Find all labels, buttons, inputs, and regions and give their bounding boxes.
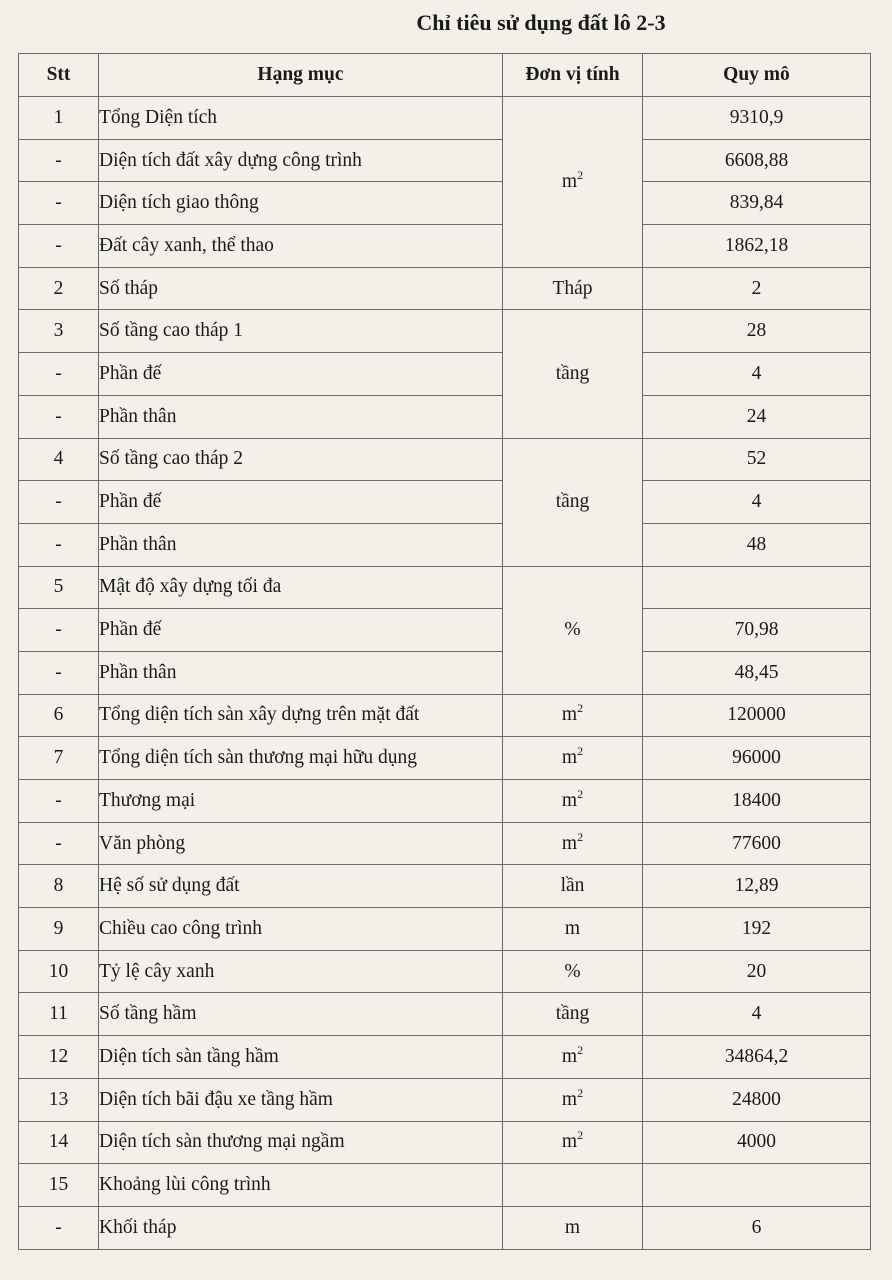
row-stt: 2 [19, 267, 99, 310]
unit-superscript: 2 [577, 701, 584, 716]
row-stt: - [19, 780, 99, 823]
table-row [19, 780, 871, 823]
table-row [19, 97, 871, 140]
row-stt: - [19, 353, 99, 396]
row-unit [503, 1036, 643, 1079]
row-value: 77600 [643, 822, 871, 865]
table-row [19, 822, 871, 865]
row-unit: lần [503, 865, 643, 908]
row-item: Số tháp [99, 267, 503, 310]
row-value: 96000 [643, 737, 871, 780]
row-item: Phần thân [99, 651, 503, 694]
table-row [19, 950, 871, 993]
table-row [19, 310, 871, 353]
row-stt: - [19, 822, 99, 865]
row-unit: % [503, 566, 643, 694]
table-header-row [19, 54, 871, 97]
row-value: 28 [643, 310, 871, 353]
row-stt: 1 [19, 97, 99, 140]
table-row [19, 523, 871, 566]
row-value: 192 [643, 908, 871, 951]
land-use-table [18, 53, 871, 1250]
row-stt: 13 [19, 1078, 99, 1121]
row-item: Văn phòng [99, 822, 503, 865]
row-value: 24 [643, 395, 871, 438]
unit-text: m [561, 789, 578, 811]
row-stt: - [19, 225, 99, 268]
row-item: Chiều cao công trình [99, 908, 503, 951]
row-value: 70,98 [643, 609, 871, 652]
row-stt: 7 [19, 737, 99, 780]
table-row [19, 1078, 871, 1121]
row-item: Tỷ lệ cây xanh [99, 950, 503, 993]
table-row [19, 481, 871, 524]
table-row [19, 1206, 871, 1249]
row-stt: 14 [19, 1121, 99, 1164]
row-unit [503, 97, 643, 268]
row-stt: - [19, 609, 99, 652]
row-stt: 9 [19, 908, 99, 951]
page-title: Chỉ tiêu sử dụng đất lô 2-3 [416, 10, 666, 35]
row-value [643, 566, 871, 609]
row-value: 48 [643, 523, 871, 566]
row-item: Đất cây xanh, thể thao [99, 225, 503, 268]
row-unit [503, 1164, 643, 1207]
row-item: Phần thân [99, 395, 503, 438]
row-value: 48,45 [643, 651, 871, 694]
unit-text: m [561, 1045, 578, 1067]
header-item: Hạng mục [99, 54, 503, 97]
table-row [19, 438, 871, 481]
row-stt: 8 [19, 865, 99, 908]
table-row [19, 694, 871, 737]
unit-superscript: 2 [577, 786, 584, 801]
row-unit: % [503, 950, 643, 993]
row-item: Số tầng hầm [99, 993, 503, 1036]
row-value: 6 [643, 1206, 871, 1249]
row-value: 839,84 [643, 182, 871, 225]
unit-text: m [561, 747, 578, 769]
row-stt: 4 [19, 438, 99, 481]
table-row [19, 353, 871, 396]
table-row [19, 1164, 871, 1207]
row-stt: - [19, 651, 99, 694]
row-value: 4 [643, 481, 871, 524]
row-item: Tổng diện tích sàn thương mại hữu dụng [99, 737, 503, 780]
table-row [19, 1121, 871, 1164]
row-item: Mật độ xây dựng tối đa [99, 566, 503, 609]
table-row [19, 737, 871, 780]
row-item: Phần đế [99, 609, 503, 652]
row-item: Diện tích đất xây dựng công trình [99, 139, 503, 182]
row-item: Số tầng cao tháp 1 [99, 310, 503, 353]
header-value: Quy mô [643, 54, 871, 97]
row-value: 52 [643, 438, 871, 481]
unit-superscript: 2 [577, 829, 584, 844]
row-unit [503, 694, 643, 737]
unit-superscript: 2 [577, 1085, 584, 1100]
row-item: Số tầng cao tháp 2 [99, 438, 503, 481]
row-item: Diện tích giao thông [99, 182, 503, 225]
row-item: Tổng diện tích sàn xây dựng trên mặt đất [99, 694, 503, 737]
row-unit [503, 737, 643, 780]
row-stt: - [19, 523, 99, 566]
row-value: 6608,88 [643, 139, 871, 182]
row-item: Phần đế [99, 481, 503, 524]
unit-superscript: 2 [577, 167, 584, 182]
row-unit: m [503, 1206, 643, 1249]
row-stt: 15 [19, 1164, 99, 1207]
table-row [19, 566, 871, 609]
row-unit: m [503, 908, 643, 951]
row-stt: 10 [19, 950, 99, 993]
table-row [19, 225, 871, 268]
row-value: 4000 [643, 1121, 871, 1164]
row-value: 2 [643, 267, 871, 310]
unit-text: m [561, 170, 578, 192]
unit-superscript: 2 [577, 1042, 584, 1057]
row-stt: 11 [19, 993, 99, 1036]
unit-text: m [561, 1131, 578, 1153]
table-row [19, 865, 871, 908]
row-value: 4 [643, 993, 871, 1036]
table-row [19, 139, 871, 182]
row-value: 24800 [643, 1078, 871, 1121]
row-unit [503, 1078, 643, 1121]
row-unit: tầng [503, 310, 643, 438]
row-item: Diện tích sàn tầng hầm [99, 1036, 503, 1079]
row-value: 120000 [643, 694, 871, 737]
row-value: 1862,18 [643, 225, 871, 268]
table-row [19, 395, 871, 438]
unit-text: m [561, 1088, 578, 1110]
header-stt: Stt [19, 54, 99, 97]
row-item: Hệ số sử dụng đất [99, 865, 503, 908]
table-row [19, 993, 871, 1036]
row-value: 18400 [643, 780, 871, 823]
row-stt: - [19, 182, 99, 225]
row-item: Tổng Diện tích [99, 97, 503, 140]
row-value: 4 [643, 353, 871, 396]
row-item: Phần thân [99, 523, 503, 566]
row-item: Phần đế [99, 353, 503, 396]
table-row [19, 651, 871, 694]
row-unit: tầng [503, 438, 643, 566]
row-value: 34864,2 [643, 1036, 871, 1079]
table-row [19, 267, 871, 310]
unit-superscript: 2 [577, 744, 584, 759]
row-unit: tầng [503, 993, 643, 1036]
unit-text: m [561, 704, 578, 726]
table-row [19, 609, 871, 652]
row-stt: 12 [19, 1036, 99, 1079]
row-stt: - [19, 1206, 99, 1249]
row-stt: - [19, 139, 99, 182]
row-stt: - [19, 395, 99, 438]
unit-text: m [561, 832, 578, 854]
row-unit [503, 1121, 643, 1164]
row-value [643, 1164, 871, 1207]
row-item: Khoảng lùi công trình [99, 1164, 503, 1207]
row-unit [503, 780, 643, 823]
row-item: Thương mại [99, 780, 503, 823]
row-value: 20 [643, 950, 871, 993]
row-stt: 6 [19, 694, 99, 737]
row-unit: Tháp [503, 267, 643, 310]
table-row [19, 908, 871, 951]
row-stt: - [19, 481, 99, 524]
row-stt: 5 [19, 566, 99, 609]
row-unit [503, 822, 643, 865]
table-row [19, 1036, 871, 1079]
table-row [19, 182, 871, 225]
row-stt: 3 [19, 310, 99, 353]
row-value: 9310,9 [643, 97, 871, 140]
header-unit: Đơn vị tính [503, 54, 643, 97]
unit-superscript: 2 [577, 1128, 584, 1143]
row-item: Diện tích bãi đậu xe tầng hầm [99, 1078, 503, 1121]
row-item: Khối tháp [99, 1206, 503, 1249]
row-value: 12,89 [643, 865, 871, 908]
row-item: Diện tích sàn thương mại ngầm [99, 1121, 503, 1164]
